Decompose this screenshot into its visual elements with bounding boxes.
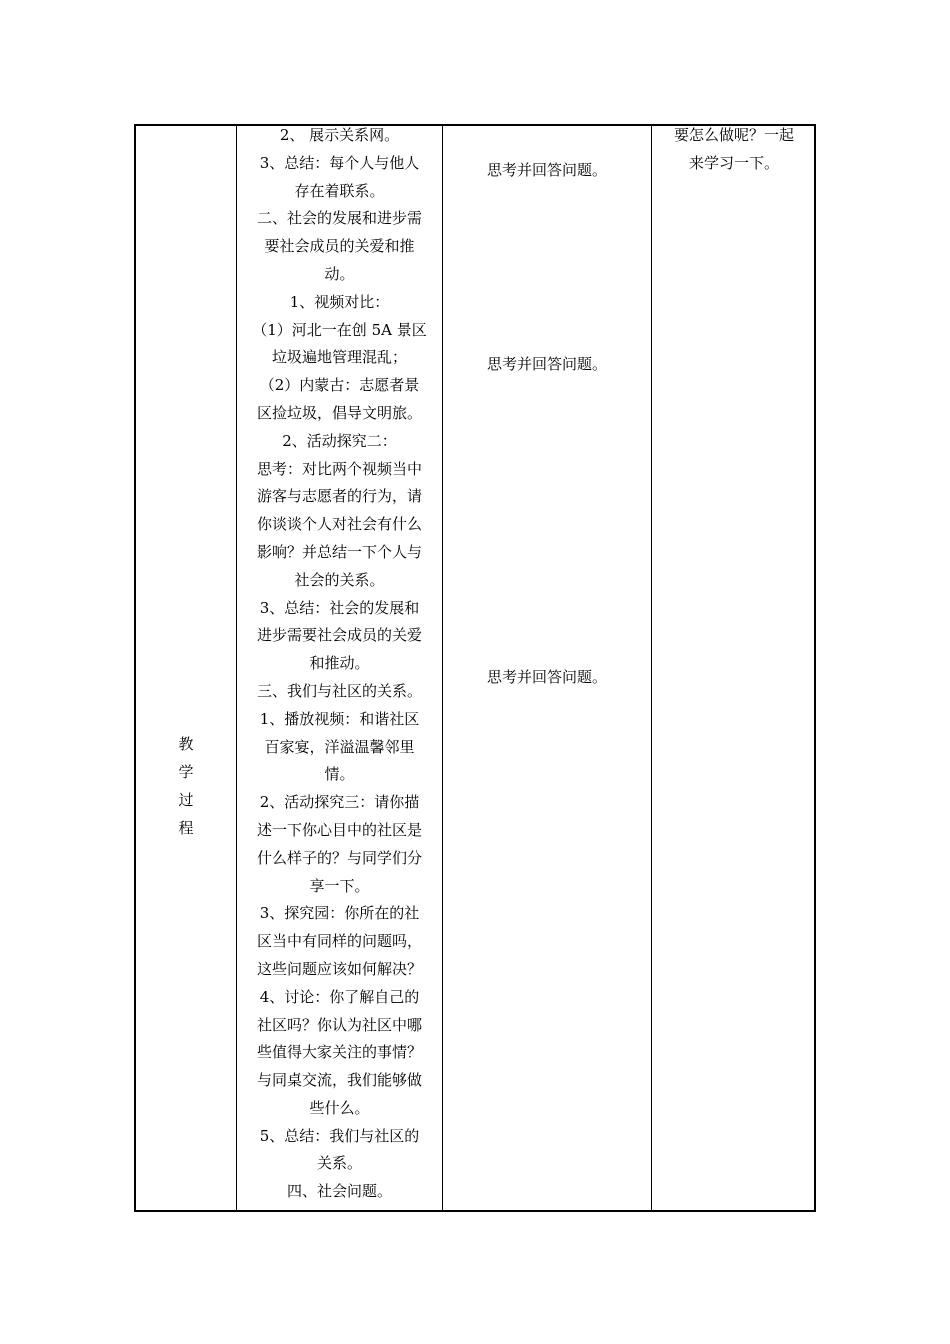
teaching-content-line: 情。 (324, 765, 355, 784)
teaching-content-line: 1、视频对比： (289, 292, 390, 311)
section-label-char: 教 (178, 735, 194, 753)
student-response: 思考并回答问题。 (486, 161, 607, 179)
teaching-content-line: 享一下。 (309, 876, 370, 895)
lesson-table (134, 124, 816, 1212)
teaching-content-line: 2、活动探究二： (282, 431, 397, 450)
teaching-content-line: 二、社会的发展和进步需 (256, 209, 422, 228)
teaching-content-line: 述一下你心目中的社区是 (256, 820, 422, 839)
teaching-content-line: 社会的关系。 (294, 570, 385, 589)
teaching-content-line: 2、活动探究三：请你描 (259, 793, 420, 812)
section-label-char: 程 (178, 819, 194, 837)
teaching-content-line: 与同桌交流，我们能够做 (256, 1071, 422, 1090)
teaching-content-line: 4、讨论：你了解自己的 (259, 987, 420, 1006)
teaching-content-line: 关系。 (316, 1154, 362, 1173)
teaching-content-line: 和推动。 (309, 654, 370, 673)
student-activity-cell (443, 126, 651, 1210)
section-label (136, 730, 236, 842)
teaching-content-line: 思考：对比两个视频当中 (256, 459, 422, 478)
design-intent-line: 来学习一下。 (688, 153, 779, 172)
teaching-content-line: 存在着联系。 (294, 181, 385, 200)
design-intent (652, 122, 816, 178)
teaching-content-line: 社区吗？你认为社区中哪 (256, 1015, 422, 1034)
teaching-content-line: 些什么。 (309, 1098, 370, 1117)
teaching-content (237, 122, 442, 1206)
teaching-content-line: 三、我们与社区的关系。 (256, 681, 422, 700)
design-intent-line: 要怎么做呢？一起 (673, 126, 794, 144)
teaching-content-line: 什么样子的？与同学们分 (256, 848, 422, 867)
teaching-content-line: 3、总结：每个人与他人 (259, 153, 420, 172)
teaching-content-line: （2）内蒙古：志愿者景 (259, 376, 420, 395)
teaching-content-line: 影响？并总结一下个人与 (256, 542, 422, 561)
teaching-content-line: 进步需要社会成员的关爱 (256, 626, 422, 645)
teaching-content-line: 百家宴，洋溢温馨邻里 (264, 737, 415, 756)
teaching-content-line: 3、总结：社会的发展和 (259, 598, 420, 617)
section-label-char: 学 (178, 763, 194, 781)
teaching-content-line: 区当中有同样的问题吗， (256, 932, 422, 951)
design-intent-cell (652, 126, 816, 1210)
teaching-content-line: 3、探究园：你所在的社 (259, 904, 420, 923)
teaching-content-line: 垃圾遍地管理混乱； (271, 348, 407, 367)
teaching-content-line: 区捡垃圾，倡导文明旅。 (256, 403, 422, 422)
section-label-char: 过 (178, 791, 194, 809)
teaching-content-line: 1、播放视频：和谐社区 (259, 709, 420, 728)
teaching-content-line: 你谈谈个人对社会有什么 (256, 515, 422, 534)
teaching-content-line: 四、社会问题。 (286, 1182, 392, 1201)
teaching-content-line: 这些问题应该如何解决？ (256, 959, 422, 978)
teaching-content-line: 游客与志愿者的行为，请 (256, 487, 422, 506)
teaching-content-line: 动。 (324, 264, 355, 283)
teaching-content-line: 要社会成员的关爱和推 (264, 237, 415, 256)
student-response: 思考并回答问题。 (486, 668, 607, 686)
teaching-content-line: 5、总结：我们与社区的 (259, 1126, 420, 1145)
student-response: 思考并回答问题。 (486, 355, 607, 373)
teaching-content-line: （1）河北一在创 5A 景区 (252, 320, 427, 339)
teaching-content-line: 些值得大家关注的事情？ (256, 1043, 422, 1062)
section-label-cell (136, 126, 236, 1210)
teaching-content-cell (237, 126, 442, 1210)
teaching-content-line: 2、 展示关系网。 (279, 126, 400, 144)
